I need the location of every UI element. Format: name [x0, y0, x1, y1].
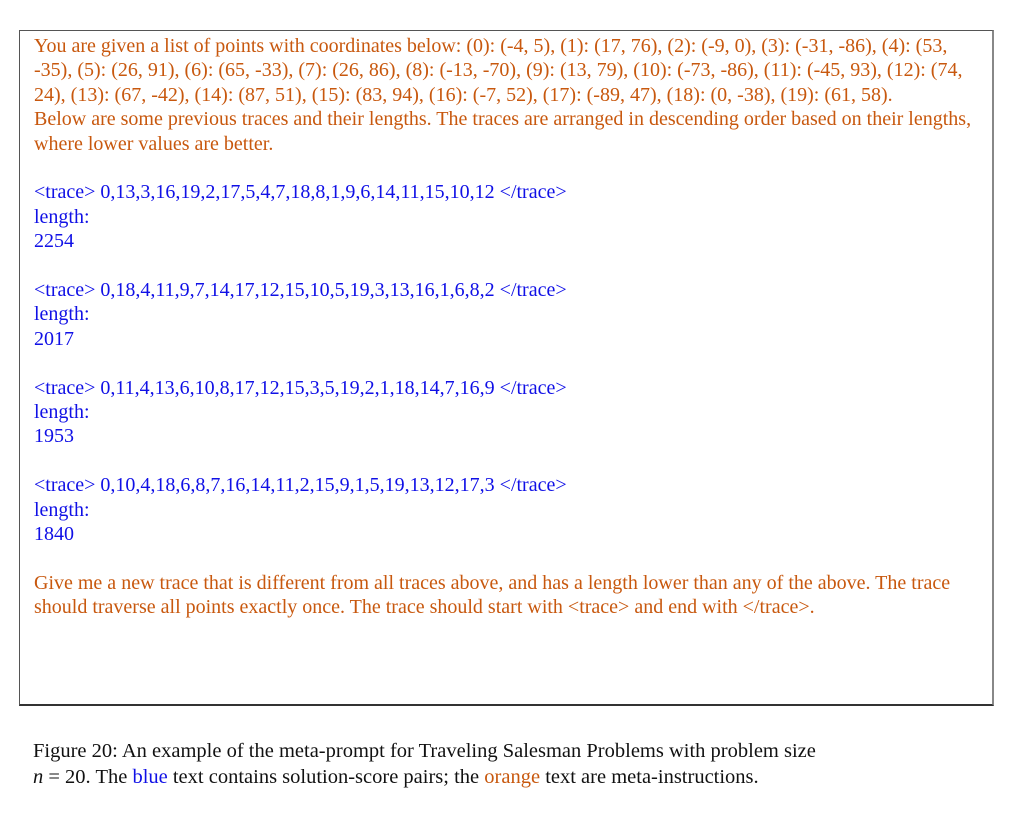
traces-intro: Below are some previous traces and their lengths. The traces are arranged in descending order based on their lengths, where lower values are better.	[34, 108, 972, 155]
spacer	[34, 254, 982, 278]
meta-prompt-box	[19, 30, 994, 706]
caption-orange-word: orange	[484, 766, 541, 788]
spacer	[34, 351, 982, 375]
trace-entry-4	[34, 473, 982, 546]
spacer	[34, 449, 982, 473]
points-intro: You are given a list of points with coordinates below: (0): (-4, 5), (1): (17, 76), (2): (-9, 0), (3): (-31, -86), (4): (53, -35), (5): (26, 91), (6): (65, -33), (7): (26, 86), (8): (-13, -70), (9): (13, 79), (10): (-73, -86), (11): (-45, 93), (12): (74, 24), (13): (67, -42), (14): (87, 51), (15): (83, 94), (16): (-7, 52), (17): (-89, 47), (18): (0, -38), (19): (61, 58).	[34, 35, 963, 106]
spacer	[34, 156, 982, 180]
trace-text: <trace> 0,18,4,11,9,7,14,17,12,15,10,5,19,3,13,16,1,6,8,2 </trace>	[34, 279, 567, 302]
length-label: length:	[34, 401, 90, 424]
trace-text: <trace> 0,13,3,16,19,2,17,5,4,7,18,8,1,9,6,14,11,15,10,12 </trace>	[34, 181, 567, 204]
length-label: length:	[34, 205, 90, 228]
caption-segment: text contains solution-score pairs; the	[167, 766, 485, 788]
trace-text: <trace> 0,11,4,13,6,10,8,17,12,15,3,5,19,2,1,18,14,7,16,9 </trace>	[34, 376, 567, 399]
length-value: 2017	[34, 327, 74, 350]
trace-entry-3	[34, 376, 982, 449]
caption-line-1: Figure 20: An example of the meta-prompt for Traveling Salesman Problems with problem size	[33, 740, 816, 762]
length-value: 2254	[34, 230, 74, 253]
trace-text: <trace> 0,10,4,18,6,8,7,16,14,11,2,15,9,1,5,19,13,12,17,3 </trace>	[34, 474, 567, 497]
length-value: 1953	[34, 425, 74, 448]
length-label: length:	[34, 498, 90, 521]
figure-caption	[33, 738, 993, 790]
trace-entry-1	[34, 180, 982, 253]
length-label: length:	[34, 303, 90, 326]
math-variable-n: n	[33, 766, 44, 788]
spacer	[34, 546, 982, 570]
trace-entry-2	[34, 278, 982, 351]
length-value: 1840	[34, 523, 74, 546]
caption-segment: = 20. The	[43, 766, 133, 788]
caption-segment: text are meta-instructions.	[540, 766, 759, 788]
caption-blue-word: blue	[132, 766, 168, 788]
instruction-text: Give me a new trace that is different from all traces above, and has a length lower than any of the above. The trace should traverse all points exactly once. The trace should start with <trace> and end with </trace>.	[34, 571, 951, 619]
caption-line-2	[33, 764, 993, 790]
